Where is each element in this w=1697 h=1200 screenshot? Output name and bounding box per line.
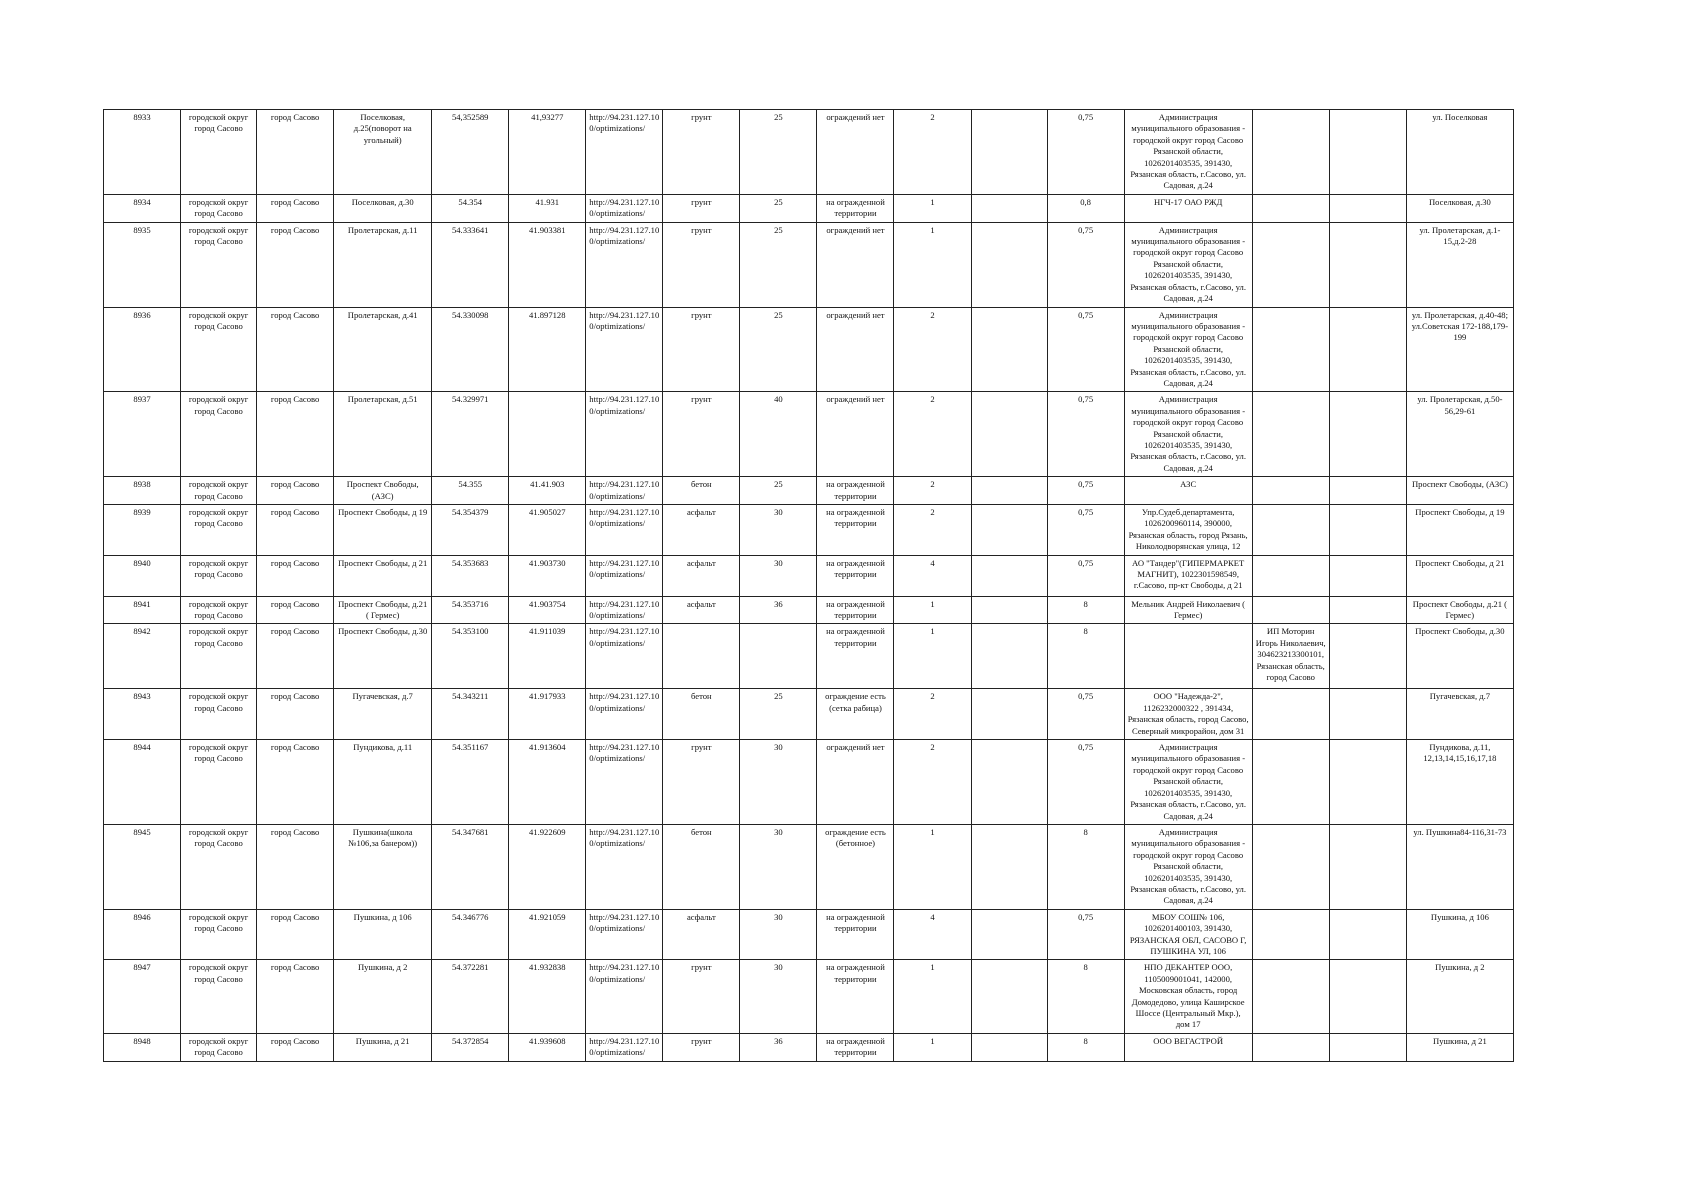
cell-empty (1329, 392, 1406, 477)
cell-district: городской округ город Сасово (181, 624, 257, 689)
registry-rows (104, 110, 1514, 1062)
cell-empty (1329, 824, 1406, 909)
cell-district: городской округ город Сасово (181, 689, 257, 740)
cell-empty (1329, 624, 1406, 689)
cell-surface: грунт (663, 1033, 740, 1061)
table-row (104, 596, 1514, 624)
cell-empty (971, 222, 1047, 307)
cell-waste-sources: ул. Пролетарская, д.1-15,д.2-28 (1406, 222, 1513, 307)
cell-entrepreneur (1252, 477, 1329, 505)
registry-table (103, 109, 1514, 1062)
cell-empty (971, 555, 1047, 596)
cell-area: 25 (740, 307, 817, 392)
cell-entrepreneur: ИП Моторин Игорь Николаевич, 304623213300101, Рязанская область, город Сасово (1252, 624, 1329, 689)
cell-volume: 8 (1047, 1033, 1124, 1061)
cell-latitude: 54.353716 (432, 596, 509, 624)
cell-latitude: 54.353683 (432, 555, 509, 596)
cell-waste-sources: Пушкина, д 106 (1406, 909, 1513, 960)
cell-longitude: 41.903730 (509, 555, 586, 596)
cell-district: городской округ город Сасово (181, 1033, 257, 1061)
cell-address: Проспект Свободы, д.21 ( Гермес) (334, 596, 432, 624)
cell-address: Пушкина(школа №106,за банером)) (334, 824, 432, 909)
cell-city: город Сасово (257, 555, 334, 596)
cell-number: 8943 (104, 689, 181, 740)
cell-number: 8942 (104, 624, 181, 689)
cell-district: городской округ город Сасово (181, 596, 257, 624)
cell-waste-sources: Проспект Свободы, д.30 (1406, 624, 1513, 689)
cell-map-url: http://94.231.127.100/optimizations/ (586, 596, 663, 624)
cell-empty (971, 960, 1047, 1033)
cell-fence: ограждений нет (817, 307, 894, 392)
cell-number: 8947 (104, 960, 181, 1033)
cell-city: город Сасово (257, 505, 334, 556)
cell-city: город Сасово (257, 307, 334, 392)
cell-entrepreneur (1252, 505, 1329, 556)
cell-longitude: 41.921059 (509, 909, 586, 960)
cell-volume: 0,75 (1047, 689, 1124, 740)
cell-empty (971, 824, 1047, 909)
cell-number: 8948 (104, 1033, 181, 1061)
cell-map-url: http://94.231.127.100/optimizations/ (586, 505, 663, 556)
cell-latitude: 54.372854 (432, 1033, 509, 1061)
cell-area: 30 (740, 505, 817, 556)
cell-map-url: http://94.231.127.100/optimizations/ (586, 689, 663, 740)
table-row (104, 740, 1514, 825)
cell-empty (1329, 960, 1406, 1033)
cell-area: 25 (740, 110, 817, 195)
cell-latitude: 54.372281 (432, 960, 509, 1033)
table-row (104, 824, 1514, 909)
cell-number: 8944 (104, 740, 181, 825)
table-row (104, 194, 1514, 222)
cell-volume: 0,75 (1047, 740, 1124, 825)
cell-empty (971, 392, 1047, 477)
cell-longitude: 41,93277 (509, 110, 586, 195)
table-row (104, 110, 1514, 195)
cell-entrepreneur (1252, 307, 1329, 392)
cell-empty (971, 110, 1047, 195)
cell-volume: 0,75 (1047, 555, 1124, 596)
cell-waste-sources: ул. Пролетарская, д.50-56,29-61 (1406, 392, 1513, 477)
cell-latitude: 54.351167 (432, 740, 509, 825)
cell-waste-sources: Проспект Свободы, (АЗС) (1406, 477, 1513, 505)
cell-map-url: http://94.231.127.100/optimizations/ (586, 222, 663, 307)
table-row (104, 624, 1514, 689)
cell-empty (1329, 689, 1406, 740)
cell-owner: НПО ДЕКАНТЕР ООО, 1105009001041, 142000, Московская область, город Домодедово, улица Каширское Шоссе (Центральный Мкр.), дом 17 (1124, 960, 1252, 1033)
cell-volume: 8 (1047, 824, 1124, 909)
cell-latitude: 54.354 (432, 194, 509, 222)
cell-fence: ограждений нет (817, 740, 894, 825)
cell-entrepreneur (1252, 110, 1329, 195)
cell-fence: ограждение есть (сетка рабица) (817, 689, 894, 740)
cell-entrepreneur (1252, 222, 1329, 307)
cell-waste-sources: Проспект Свободы, д 21 (1406, 555, 1513, 596)
cell-map-url: http://94.231.127.100/optimizations/ (586, 110, 663, 195)
cell-containers: 2 (894, 505, 971, 556)
cell-owner: Администрация муниципального образования - городской округ город Сасово Рязанской области, 1026201403535, 391430, Рязанская область, г.Сасово, ул. Садовая, д.24 (1124, 110, 1252, 195)
cell-owner: ООО "Надежда-2", 1126232000322 , 391434, Рязанская область, город Сасово, Северный микрорайон, дом 31 (1124, 689, 1252, 740)
cell-surface (663, 624, 740, 689)
cell-empty (971, 596, 1047, 624)
cell-area: 30 (740, 740, 817, 825)
cell-number: 8940 (104, 555, 181, 596)
table-row (104, 307, 1514, 392)
cell-city: город Сасово (257, 689, 334, 740)
cell-owner: НГЧ-17 ОАО РЖД (1124, 194, 1252, 222)
cell-number: 8946 (104, 909, 181, 960)
cell-district: городской округ город Сасово (181, 477, 257, 505)
cell-empty (1329, 110, 1406, 195)
cell-district: городской округ город Сасово (181, 194, 257, 222)
cell-city: город Сасово (257, 222, 334, 307)
cell-surface: грунт (663, 194, 740, 222)
table-row (104, 555, 1514, 596)
cell-waste-sources: Проспект Свободы, д.21 ( Гермес) (1406, 596, 1513, 624)
cell-owner: АО "Тандер"(ГИПЕРМАРКЕТ МАГНИТ), 1022301598549, г.Сасово, пр-кт Свободы, д 21 (1124, 555, 1252, 596)
cell-empty (1329, 222, 1406, 307)
cell-number: 8934 (104, 194, 181, 222)
cell-containers: 2 (894, 689, 971, 740)
cell-fence: на огражденной территории (817, 194, 894, 222)
cell-owner: Администрация муниципального образования - городской округ город Сасово Рязанской области, 1026201403535, 391430, Рязанская область, г.Сасово, ул. Садовая, д.24 (1124, 824, 1252, 909)
cell-latitude: 54.355 (432, 477, 509, 505)
cell-empty (1329, 596, 1406, 624)
cell-area: 30 (740, 909, 817, 960)
cell-entrepreneur (1252, 596, 1329, 624)
cell-map-url: http://94.231.127.100/optimizations/ (586, 624, 663, 689)
cell-surface: грунт (663, 392, 740, 477)
cell-address: Поселковая, д.30 (334, 194, 432, 222)
table-row (104, 222, 1514, 307)
cell-longitude: 41.917933 (509, 689, 586, 740)
cell-empty (1329, 740, 1406, 825)
cell-latitude: 54.330098 (432, 307, 509, 392)
cell-district: городской округ город Сасово (181, 824, 257, 909)
cell-empty (1329, 909, 1406, 960)
cell-city: город Сасово (257, 477, 334, 505)
cell-number: 8939 (104, 505, 181, 556)
cell-containers: 2 (894, 307, 971, 392)
cell-volume: 8 (1047, 960, 1124, 1033)
cell-volume: 8 (1047, 596, 1124, 624)
cell-latitude: 54.346776 (432, 909, 509, 960)
cell-address: Проспект Свободы, (АЗС) (334, 477, 432, 505)
cell-district: городской округ город Сасово (181, 392, 257, 477)
cell-volume: 0,75 (1047, 909, 1124, 960)
cell-fence: ограждений нет (817, 222, 894, 307)
cell-containers: 1 (894, 624, 971, 689)
cell-address: Проспект Свободы, д.30 (334, 624, 432, 689)
cell-longitude: 41.939608 (509, 1033, 586, 1061)
cell-fence: на огражденной территории (817, 477, 894, 505)
cell-empty (971, 624, 1047, 689)
cell-containers: 2 (894, 740, 971, 825)
cell-volume: 0,75 (1047, 477, 1124, 505)
cell-number: 8935 (104, 222, 181, 307)
cell-district: городской округ город Сасово (181, 740, 257, 825)
cell-empty (971, 689, 1047, 740)
cell-volume: 8 (1047, 624, 1124, 689)
cell-longitude (509, 392, 586, 477)
cell-containers: 2 (894, 392, 971, 477)
cell-map-url: http://94.231.127.100/optimizations/ (586, 392, 663, 477)
cell-map-url: http://94.231.127.100/optimizations/ (586, 194, 663, 222)
cell-district: городской округ город Сасово (181, 960, 257, 1033)
cell-map-url: http://94.231.127.100/optimizations/ (586, 477, 663, 505)
cell-map-url: http://94.231.127.100/optimizations/ (586, 960, 663, 1033)
cell-surface: асфальт (663, 596, 740, 624)
cell-containers: 4 (894, 909, 971, 960)
cell-map-url: http://94.231.127.100/optimizations/ (586, 1033, 663, 1061)
cell-number: 8941 (104, 596, 181, 624)
cell-latitude: 54.354379 (432, 505, 509, 556)
cell-surface: бетон (663, 477, 740, 505)
cell-waste-sources: Пугачевская, д.7 (1406, 689, 1513, 740)
cell-city: город Сасово (257, 1033, 334, 1061)
cell-district: городской округ город Сасово (181, 110, 257, 195)
cell-empty (971, 477, 1047, 505)
cell-address: Пугачевская, д.7 (334, 689, 432, 740)
cell-empty (971, 194, 1047, 222)
cell-city: город Сасово (257, 624, 334, 689)
cell-address: Проспект Свободы, д 19 (334, 505, 432, 556)
cell-district: городской округ город Сасово (181, 222, 257, 307)
table-row (104, 392, 1514, 477)
cell-city: город Сасово (257, 824, 334, 909)
cell-area: 36 (740, 596, 817, 624)
cell-area: 30 (740, 960, 817, 1033)
cell-owner: ООО ВЕГАСТРОЙ (1124, 1033, 1252, 1061)
cell-address: Пундикова, д.11 (334, 740, 432, 825)
cell-longitude: 41.905027 (509, 505, 586, 556)
cell-surface: грунт (663, 222, 740, 307)
cell-area (740, 624, 817, 689)
cell-surface: бетон (663, 824, 740, 909)
cell-latitude: 54.353100 (432, 624, 509, 689)
cell-empty (1329, 505, 1406, 556)
cell-volume: 0,75 (1047, 110, 1124, 195)
cell-waste-sources: Поселковая, д.30 (1406, 194, 1513, 222)
cell-longitude: 41.932838 (509, 960, 586, 1033)
cell-fence: на огражденной территории (817, 1033, 894, 1061)
cell-owner: Администрация муниципального образования - городской округ город Сасово Рязанской области, 1026201403535, 391430, Рязанская область, г.Сасово, ул. Садовая, д.24 (1124, 740, 1252, 825)
cell-district: городской округ город Сасово (181, 555, 257, 596)
cell-district: городской округ город Сасово (181, 909, 257, 960)
cell-entrepreneur (1252, 555, 1329, 596)
cell-surface: асфальт (663, 909, 740, 960)
cell-city: город Сасово (257, 392, 334, 477)
cell-fence: ограждений нет (817, 392, 894, 477)
table-row (104, 1033, 1514, 1061)
cell-entrepreneur (1252, 960, 1329, 1033)
cell-address: Пушкина, д 21 (334, 1033, 432, 1061)
cell-owner: АЗС (1124, 477, 1252, 505)
cell-longitude: 41.911039 (509, 624, 586, 689)
cell-fence: на огражденной территории (817, 555, 894, 596)
cell-city: город Сасово (257, 740, 334, 825)
cell-containers: 1 (894, 596, 971, 624)
cell-area: 25 (740, 477, 817, 505)
cell-address: Проспект Свободы, д 21 (334, 555, 432, 596)
cell-number: 8933 (104, 110, 181, 195)
cell-area: 25 (740, 194, 817, 222)
cell-city: город Сасово (257, 909, 334, 960)
cell-entrepreneur (1252, 909, 1329, 960)
cell-number: 8938 (104, 477, 181, 505)
cell-area: 40 (740, 392, 817, 477)
cell-owner: Мельник Андрей Николаевич ( Гермес) (1124, 596, 1252, 624)
cell-waste-sources: ул. Поселковая (1406, 110, 1513, 195)
cell-empty (1329, 194, 1406, 222)
cell-map-url: http://94.231.127.100/optimizations/ (586, 740, 663, 825)
cell-empty (971, 740, 1047, 825)
cell-address: Поселковая, д.25(поворот на угольный) (334, 110, 432, 195)
cell-waste-sources: ул. Пролетарская, д.40-48; ул.Советская 172-188,179-199 (1406, 307, 1513, 392)
cell-longitude: 41.913604 (509, 740, 586, 825)
cell-city: город Сасово (257, 960, 334, 1033)
cell-fence: ограждение есть (бетонное) (817, 824, 894, 909)
cell-containers: 4 (894, 555, 971, 596)
table-row (104, 909, 1514, 960)
cell-owner: Упр.Судеб.департамента, 1026200960114, 390000, Рязанская область, город Рязань, Николодворянская улица, 12 (1124, 505, 1252, 556)
cell-area: 36 (740, 1033, 817, 1061)
table-row (104, 689, 1514, 740)
cell-area: 25 (740, 689, 817, 740)
cell-owner (1124, 624, 1252, 689)
cell-address: Пушкина, д 2 (334, 960, 432, 1033)
cell-containers: 1 (894, 960, 971, 1033)
cell-latitude: 54.347681 (432, 824, 509, 909)
cell-entrepreneur (1252, 824, 1329, 909)
cell-volume: 0,8 (1047, 194, 1124, 222)
cell-waste-sources: Пушкина, д 2 (1406, 960, 1513, 1033)
cell-city: город Сасово (257, 110, 334, 195)
cell-volume: 0,75 (1047, 222, 1124, 307)
cell-volume: 0,75 (1047, 505, 1124, 556)
cell-city: город Сасово (257, 596, 334, 624)
cell-containers: 2 (894, 110, 971, 195)
cell-owner: МБОУ СОШ№ 106, 1026201400103, 391430, РЯЗАНСКАЯ ОБЛ, САСОВО Г, ПУШКИНА УЛ, 106 (1124, 909, 1252, 960)
cell-empty (971, 505, 1047, 556)
cell-map-url: http://94.231.127.100/optimizations/ (586, 307, 663, 392)
cell-containers: 1 (894, 222, 971, 307)
cell-latitude: 54.343211 (432, 689, 509, 740)
cell-fence: ограждений нет (817, 110, 894, 195)
cell-longitude: 41.922609 (509, 824, 586, 909)
table-row (104, 960, 1514, 1033)
cell-entrepreneur (1252, 194, 1329, 222)
cell-district: городской округ город Сасово (181, 505, 257, 556)
cell-map-url: http://94.231.127.100/optimizations/ (586, 555, 663, 596)
cell-longitude: 41.897128 (509, 307, 586, 392)
cell-address: Пролетарская, д.11 (334, 222, 432, 307)
cell-fence: на огражденной территории (817, 960, 894, 1033)
cell-number: 8936 (104, 307, 181, 392)
cell-empty (1329, 307, 1406, 392)
cell-surface: грунт (663, 740, 740, 825)
cell-empty (971, 909, 1047, 960)
cell-fence: на огражденной территории (817, 505, 894, 556)
cell-containers: 1 (894, 1033, 971, 1061)
cell-surface: асфальт (663, 505, 740, 556)
cell-containers: 2 (894, 477, 971, 505)
cell-map-url: http://94.231.127.100/optimizations/ (586, 824, 663, 909)
cell-longitude: 41.903754 (509, 596, 586, 624)
cell-area: 25 (740, 222, 817, 307)
cell-area: 30 (740, 824, 817, 909)
cell-empty (1329, 477, 1406, 505)
registry-sheet (103, 109, 1514, 1062)
cell-map-url: http://94.231.127.100/optimizations/ (586, 909, 663, 960)
cell-latitude: 54,352589 (432, 110, 509, 195)
cell-fence: на огражденной территории (817, 624, 894, 689)
cell-longitude: 41.903381 (509, 222, 586, 307)
table-row (104, 477, 1514, 505)
cell-waste-sources: Пундикова, д.11, 12,13,14,15,16,17,18 (1406, 740, 1513, 825)
cell-area: 30 (740, 555, 817, 596)
cell-volume: 0,75 (1047, 392, 1124, 477)
cell-owner: Администрация муниципального образования - городской округ город Сасово Рязанской области, 1026201403535, 391430, Рязанская область, г.Сасово, ул. Садовая, д.24 (1124, 222, 1252, 307)
cell-owner: Администрация муниципального образования - городской округ город Сасово Рязанской области, 1026201403535, 391430, Рязанская область, г.Сасово, ул. Садовая, д.24 (1124, 392, 1252, 477)
cell-entrepreneur (1252, 740, 1329, 825)
cell-entrepreneur (1252, 392, 1329, 477)
cell-surface: грунт (663, 110, 740, 195)
cell-number: 8945 (104, 824, 181, 909)
table-row (104, 505, 1514, 556)
cell-city: город Сасово (257, 194, 334, 222)
cell-empty (1329, 1033, 1406, 1061)
cell-surface: бетон (663, 689, 740, 740)
cell-containers: 1 (894, 194, 971, 222)
cell-latitude: 54.333641 (432, 222, 509, 307)
cell-empty (971, 1033, 1047, 1061)
cell-surface: асфальт (663, 555, 740, 596)
cell-waste-sources: ул. Пушкина84-116,31-73 (1406, 824, 1513, 909)
cell-owner: Администрация муниципального образования - городской округ город Сасово Рязанской области, 1026201403535, 391430, Рязанская область, г.Сасово, ул. Садовая, д.24 (1124, 307, 1252, 392)
cell-containers: 1 (894, 824, 971, 909)
cell-entrepreneur (1252, 1033, 1329, 1061)
cell-waste-sources: Пушкина, д 21 (1406, 1033, 1513, 1061)
cell-empty (971, 307, 1047, 392)
cell-surface: грунт (663, 307, 740, 392)
cell-empty (1329, 555, 1406, 596)
cell-waste-sources: Проспект Свободы, д 19 (1406, 505, 1513, 556)
cell-fence: на огражденной территории (817, 909, 894, 960)
cell-surface: грунт (663, 960, 740, 1033)
cell-number: 8937 (104, 392, 181, 477)
cell-entrepreneur (1252, 689, 1329, 740)
cell-address: Пролетарская, д.41 (334, 307, 432, 392)
cell-district: городской округ город Сасово (181, 307, 257, 392)
cell-address: Пролетарская, д.51 (334, 392, 432, 477)
cell-latitude: 54.329971 (432, 392, 509, 477)
cell-longitude: 41.41.903 (509, 477, 586, 505)
cell-fence: на огражденной территории (817, 596, 894, 624)
cell-longitude: 41.931 (509, 194, 586, 222)
cell-address: Пушкина, д 106 (334, 909, 432, 960)
cell-volume: 0,75 (1047, 307, 1124, 392)
